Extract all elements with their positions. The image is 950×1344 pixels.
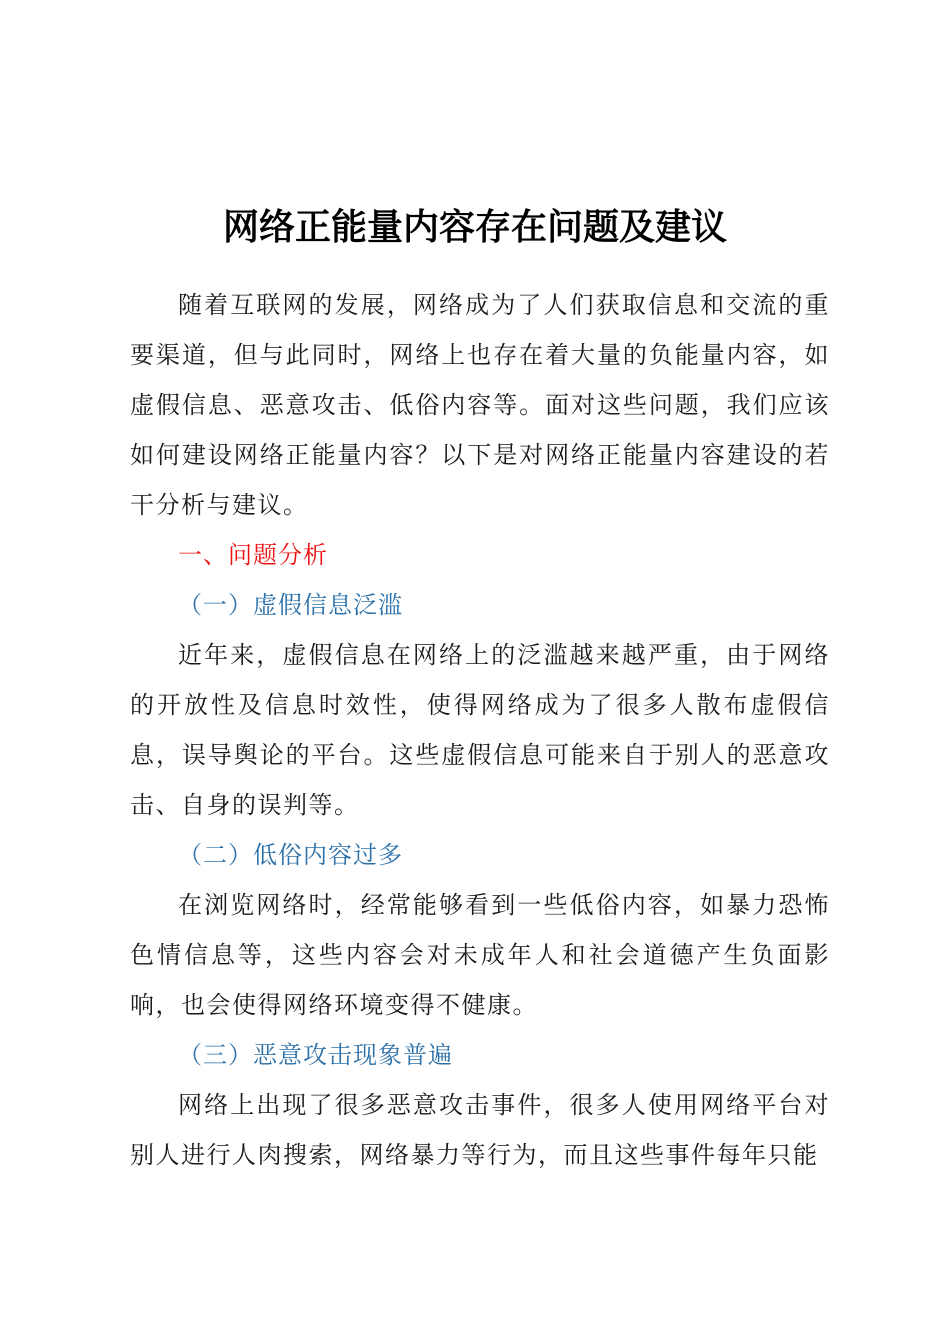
false-info-paragraph: 近年来，虚假信息在网络上的泛滥越来越严重，由于网络的开放性及信息时效性，使得网络成为了很多人散布虚假信息，误导舆论的平台。这些虚假信息可能来自于别人的恶意攻击、自身的误判等。 <box>130 641 830 819</box>
malicious-attacks-paragraph: 网络上出现了很多恶意攻击事件，很多人使用网络平台对别人进行人肉搜索，网络暴力等行为，而且这些事件每年只能 <box>130 1091 830 1169</box>
document-title: 网络正能量内容存在问题及建议 <box>222 206 727 248</box>
document-body <box>130 280 830 1180</box>
section-heading-problem-analysis: 一、问题分析 <box>178 541 328 569</box>
subsection-heading-false-info: （一）虚假信息泛滥 <box>178 591 403 619</box>
subsection-heading-vulgar-content: （二）低俗内容过多 <box>178 841 403 869</box>
subsection-heading-malicious-attacks: （三）恶意攻击现象普遍 <box>178 1041 453 1069</box>
vulgar-content-paragraph: 在浏览网络时，经常能够看到一些低俗内容，如暴力恐怖色情信息等，这些内容会对未成年人和社会道德产生负面影响，也会使得网络环境变得不健康。 <box>130 891 830 1019</box>
intro-paragraph: 随着互联网的发展，网络成为了人们获取信息和交流的重要渠道，但与此同时，网络上也存在着大量的负能量内容，如虚假信息、恶意攻击、低俗内容等。面对这些问题，我们应该如何建设网络正能量内容？以下是对网络正能量内容建设的若干分析与建议。 <box>130 291 830 519</box>
